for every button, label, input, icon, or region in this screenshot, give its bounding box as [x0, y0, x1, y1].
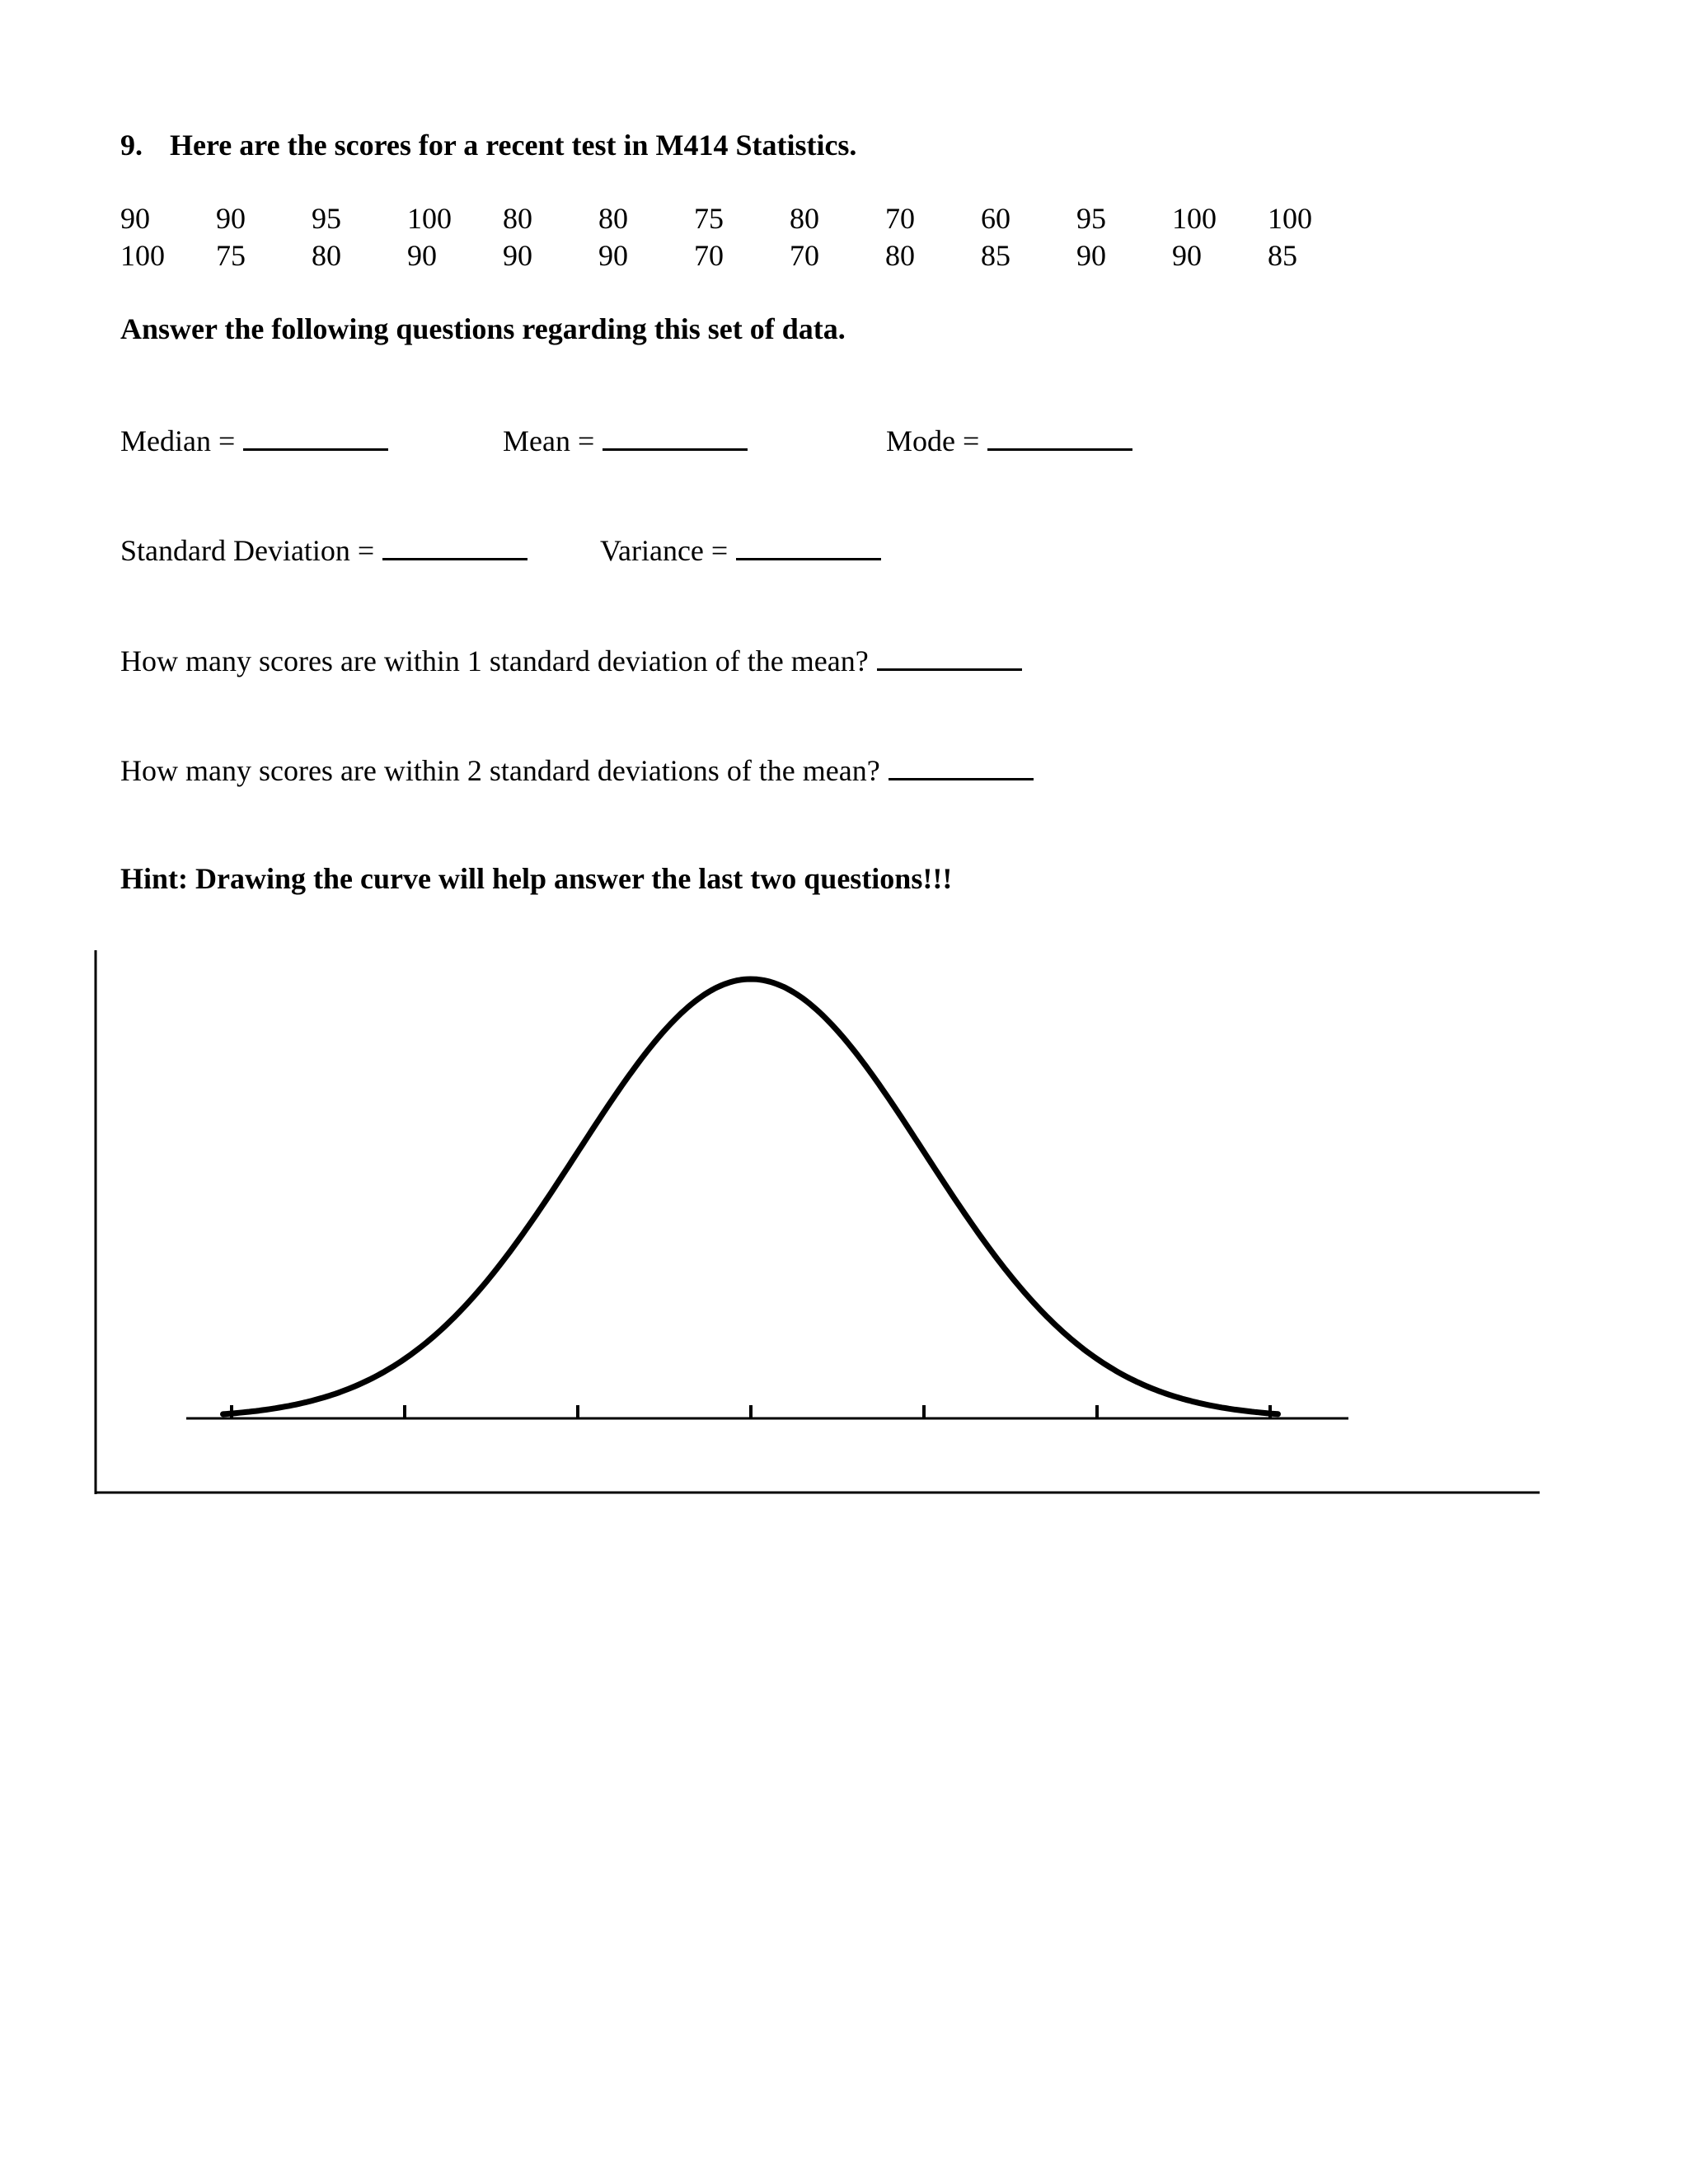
score-value: 85 — [1268, 239, 1297, 272]
score-value: 70 — [885, 202, 915, 235]
score-value: 90 — [1076, 239, 1106, 272]
score-value: 85 — [981, 239, 1010, 272]
score-value: 100 — [1172, 202, 1217, 235]
instructions: Answer the following questions regarding this set of data. — [120, 312, 846, 345]
score-value: 80 — [312, 239, 341, 272]
score-value: 80 — [503, 202, 532, 235]
median-label: Median = — [120, 424, 236, 457]
score-value: 100 — [1268, 202, 1312, 235]
score-value: 80 — [598, 202, 628, 235]
score-value: 90 — [216, 202, 246, 235]
mode-label: Mode = — [886, 424, 980, 457]
question-title: Here are the scores for a recent test in M414 Statistics. — [170, 129, 857, 162]
score-value: 95 — [312, 202, 341, 235]
within-two-sd-text: How many scores are within 2 standard deviations of the mean? — [120, 754, 880, 787]
score-value: 75 — [694, 202, 724, 235]
score-value: 75 — [216, 239, 246, 272]
question-number: 9. — [120, 129, 143, 162]
score-value: 80 — [790, 202, 819, 235]
score-value: 90 — [1172, 239, 1202, 272]
score-value: 60 — [981, 202, 1010, 235]
within-one-sd-text: How many scores are within 1 standard deviation of the mean? — [120, 644, 869, 677]
score-value: 70 — [790, 239, 819, 272]
mean-label: Mean = — [503, 424, 595, 457]
score-value: 95 — [1076, 202, 1106, 235]
score-value: 90 — [120, 202, 150, 235]
score-value: 90 — [503, 239, 532, 272]
score-value: 80 — [885, 239, 915, 272]
score-value: 100 — [120, 239, 165, 272]
variance-label: Variance = — [600, 534, 729, 567]
score-value: 90 — [407, 239, 437, 272]
score-value: 90 — [598, 239, 628, 272]
bell-curve — [223, 979, 1278, 1414]
hint-text: Hint: Drawing the curve will help answer the last two questions!!! — [120, 862, 953, 895]
score-value: 100 — [407, 202, 452, 235]
number-line-ticks — [232, 1405, 1270, 1418]
standard-deviation-label: Standard Deviation = — [120, 534, 375, 567]
score-value: 70 — [694, 239, 724, 272]
